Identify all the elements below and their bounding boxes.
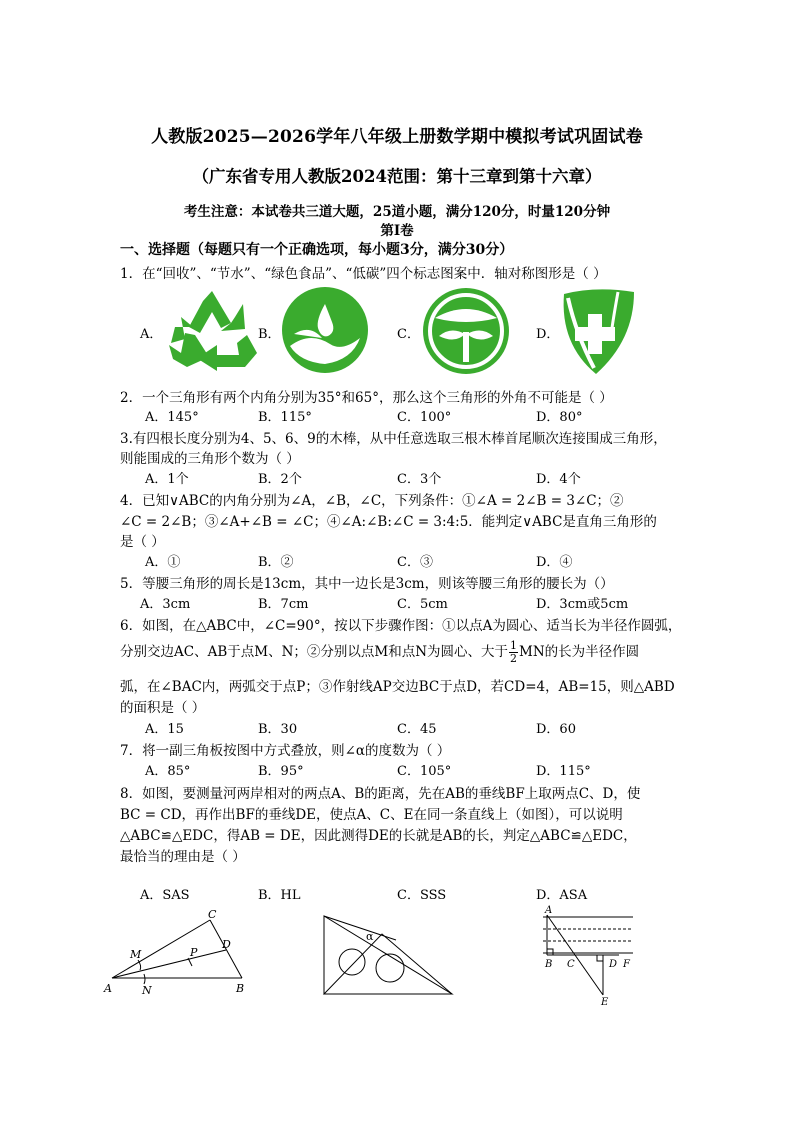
- fig8-label-f: F: [623, 959, 630, 970]
- q5-option-c: C．5cm: [397, 597, 448, 612]
- q8-option-d: D．ASA: [536, 888, 588, 903]
- q6-triangle-figure: [100, 908, 255, 1000]
- ruler-hole-2: [376, 954, 404, 982]
- q5-stem: 5．等腰三角形的周长是13cm，其中一边长是3cm，则该等腰三角形的腰长为（）: [120, 576, 614, 592]
- q8-option-b: B．HL: [258, 888, 301, 903]
- q8-river-figure: [535, 903, 635, 1007]
- ruler-edge: [324, 916, 396, 940]
- fraction-numerator: 1: [510, 639, 518, 652]
- recycle-logo: [165, 287, 260, 372]
- q2-option-d: D．80°: [536, 410, 583, 425]
- q7-stem: 7．将一副三角板按图中方式叠放，则∠α的度数为（ ）: [120, 743, 451, 759]
- green-food-logo: [421, 286, 511, 376]
- q8-option-a: A．SAS: [140, 888, 190, 903]
- q1-option-c: C．: [397, 327, 420, 342]
- fig8-label-e: E: [601, 997, 609, 1007]
- q1-option-d: D．: [536, 327, 560, 342]
- angle-alpha-label: α: [366, 930, 374, 943]
- q6-option-a: A．15: [145, 722, 184, 737]
- q2-stem: 2．一个三角形有两个内角分别为35°和65°，那么这个三角形的外角不可能是（ ）: [120, 390, 613, 406]
- fig6-label-d: D: [222, 938, 231, 951]
- q4-option-a: A．①: [145, 555, 181, 570]
- low-carbon-logo: [554, 284, 638, 378]
- fraction-denominator: 2: [510, 652, 518, 665]
- fig6-label-c: C: [208, 908, 217, 921]
- q1-option-a: A．: [140, 327, 163, 342]
- exam-notice: 考生注意：本试卷共三道大题，25道小题，满分120分，时量120分钟: [183, 204, 611, 220]
- q7-option-c: C．105°: [397, 764, 452, 779]
- fig6-label-m: M: [130, 948, 142, 961]
- q3-stem-line2: 则能围成的三角形个数为（ ）: [120, 451, 300, 467]
- q8-line3: △ABC≌△EDC，得AB = DE，因此测得DE的长就是AB的长，判定△ABC≌△EDC，: [120, 828, 637, 844]
- q3-option-b: B．2个: [258, 472, 302, 487]
- q4-line2: ∠C = 2∠B；③∠A+∠B = ∠C；④∠A:∠B:∠C = 3:4:5．能判定∨ABC是直角三角形的: [120, 514, 657, 530]
- q3-option-a: A．1个: [145, 472, 189, 487]
- q6-option-d: D．60: [536, 722, 576, 737]
- fig8-label-a: A: [545, 905, 553, 916]
- fig6-label-b: B: [236, 982, 245, 995]
- exam-subtitle: （广东省专用人教版2024范围：第十三章到第十六章）: [192, 167, 602, 186]
- part-label: 第Ⅰ卷: [380, 223, 414, 239]
- q2-option-c: C．100°: [397, 410, 452, 425]
- q4-line1: 4．已知∨ABC的内角分别为∠A，∠B，∠C，下列条件：①∠A = 2∠B = 3∠C；②: [120, 493, 624, 509]
- fig8-label-b: B: [545, 959, 553, 970]
- q7-option-b: B．95°: [258, 764, 304, 779]
- q8-line4: 最恰当的理由是（ ）: [120, 849, 246, 865]
- q4-option-b: B．②: [258, 555, 294, 570]
- right-angle-d: [597, 955, 603, 961]
- q2-option-a: A．145°: [145, 410, 199, 425]
- q8-option-c: C．SSS: [397, 888, 447, 903]
- q5-option-d: D．3cm或5cm: [536, 597, 629, 612]
- q7-option-d: D．115°: [536, 764, 591, 779]
- q3-stem-line1: 3.有四根长度分别为4、5、6、9的木棒，从中任意选取三根木棒首尾顺次连接围成三角形，: [120, 431, 667, 447]
- q6-line2: [120, 640, 639, 665]
- water-saving-logo: [280, 286, 370, 374]
- ruler-hole-1: [339, 949, 365, 975]
- q6-line1: 6．如图，在△ABC中，∠C=90°，按以下步骤作图：①以点A为圆心、适当长为半径作圆弧，: [120, 618, 682, 634]
- q4-option-d: D．④: [536, 555, 573, 570]
- exam-title: 人教版2025—2026学年八年级上册数学期中模拟考试巩固试卷: [151, 127, 643, 147]
- fig6-label-p: P: [190, 946, 198, 959]
- q6-line3: 弧，在∠BAC内，两弧交于点P；③作射线AP交边BC于点D，若CD=4，AB=15，则△ABD: [120, 679, 675, 695]
- q6-option-b: B．30: [258, 722, 298, 737]
- q6-line2-part-a: 分别交边AC、AB于点M、N；②分别以点M和点N为圆心、大于: [120, 644, 509, 660]
- section-heading: 一、选择题（每题只有一个正确选项，每小题3分，满分30分）: [120, 242, 514, 258]
- fig8-label-c: C: [567, 959, 575, 970]
- one-half-fraction: [509, 640, 518, 665]
- q3-option-c: C．3个: [397, 472, 442, 487]
- fig6-label-a: A: [104, 982, 112, 995]
- right-angle-b: [547, 949, 553, 955]
- fig8-label-d: D: [609, 959, 618, 970]
- q8-line1: 8．如图，要测量河两岸相对的两点A、B的距离，先在AB的垂线BF上取两点C、D，使: [120, 786, 641, 802]
- q2-option-b: B．115°: [258, 410, 312, 425]
- q1-option-b: B．: [258, 327, 281, 342]
- arc-n: [144, 974, 145, 984]
- q5-option-a: A．3cm: [140, 597, 191, 612]
- triangle-ruler-2: [324, 934, 452, 994]
- q6-line2-part-b: MN的长为半径作圆: [519, 644, 640, 660]
- q7-set-squares-figure: [320, 912, 460, 998]
- fig6-label-n: N: [142, 984, 152, 997]
- q3-option-d: D．4个: [536, 472, 581, 487]
- q4-option-c: C．③: [397, 555, 433, 570]
- q1-stem: 1．在“回收”、“节水”、“绿色食品”、“低碳”四个标志图案中．轴对称图形是（ ）: [120, 266, 607, 282]
- q7-option-a: A．85°: [145, 764, 191, 779]
- q6-option-c: C．45: [397, 722, 437, 737]
- q8-line2: BC = CD，再作出BF的垂线DE，使点A、C、E在同一条直线上（如图），可以说明: [120, 807, 623, 823]
- q4-line3: 是（ ）: [120, 534, 165, 550]
- q6-line4: 的面积是（ ）: [120, 700, 206, 716]
- q5-option-b: B．7cm: [258, 597, 309, 612]
